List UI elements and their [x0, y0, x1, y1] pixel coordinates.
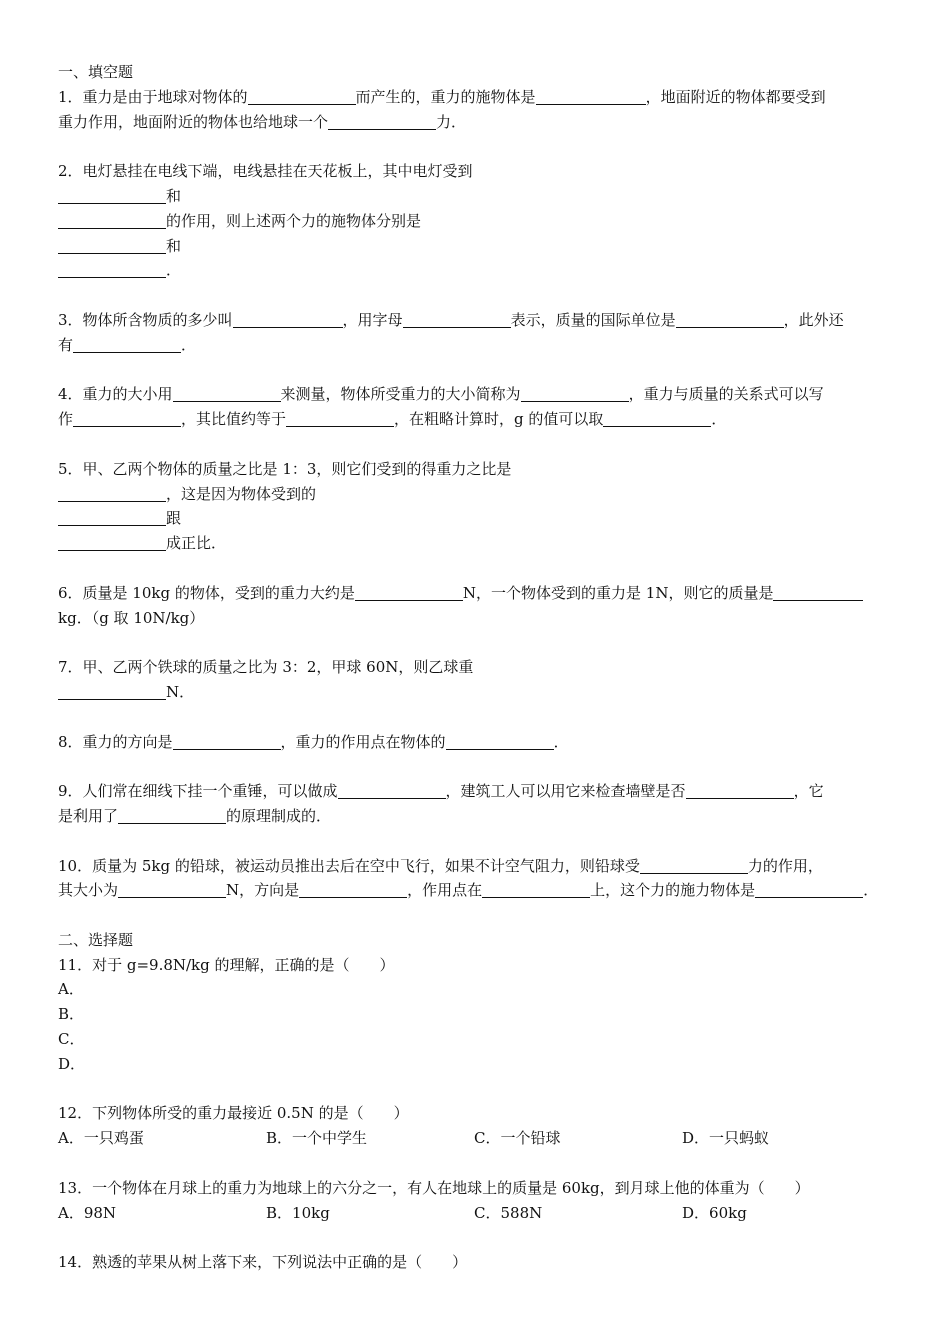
q5-text-c: 跟 — [166, 509, 182, 528]
q9-blank-3[interactable] — [118, 807, 226, 824]
question-13-stem: 13．一个物体在月球上的重力为地球上的六分之一，有人在地球上的质量是 60kg，到月球上他的体重为（ ） — [58, 1178, 810, 1197]
q5-blank-1[interactable] — [58, 485, 166, 502]
question-4-line-2 — [58, 407, 894, 432]
q9-text-a: 9．人们常在细线下挂一个重锤，可以做成 — [58, 782, 338, 801]
question-5-line-2 — [58, 482, 894, 507]
q12-options — [58, 1126, 894, 1151]
question-5-line-4 — [58, 531, 894, 556]
q3-text-a: 3．物体所含物质的多少叫 — [58, 310, 233, 329]
q4-blank-2[interactable] — [521, 385, 629, 402]
q7-blank-1[interactable] — [58, 683, 166, 700]
q2-blank-3[interactable] — [58, 237, 166, 254]
question-14-stem: 14．熟透的苹果从树上落下来，下列说法中正确的是（ ） — [58, 1253, 468, 1272]
q1-blank-1[interactable] — [248, 88, 356, 105]
question-7-line-2 — [58, 680, 894, 705]
q9-blank-1[interactable] — [338, 782, 446, 799]
q6-text-a: 6．质量是 10kg 的物体，受到的重力大约是 — [58, 583, 355, 602]
question-8-line-1 — [58, 730, 894, 755]
q4-blank-5[interactable] — [603, 410, 711, 427]
q4-text-e: ，其比值约等于 — [181, 410, 287, 429]
q11-option-a[interactable]: A． — [58, 980, 84, 999]
q12-option-d[interactable]: D．一只蚂蚁 — [682, 1129, 770, 1148]
q6-text-b: N，一个物体受到的重力是 1N，则它的质量是 — [462, 583, 774, 602]
q4-blank-1[interactable] — [173, 385, 281, 402]
q3-blank-2[interactable] — [403, 311, 511, 328]
q9-text-c: ，它 — [793, 782, 824, 801]
q13-option-a[interactable]: A．98N — [58, 1203, 117, 1222]
q10-text-d: N，方向是 — [226, 881, 300, 900]
question-1-line-2 — [58, 110, 894, 135]
q13-option-c[interactable]: C．588N — [474, 1203, 543, 1222]
question-7-line-1 — [58, 655, 894, 680]
question-5-line-1 — [58, 457, 894, 482]
q1-text-b: 而产生的，重力的施物体是 — [355, 87, 536, 106]
section-title-fill-blank: 一、填空题 — [58, 63, 134, 81]
q4-text-b: 来测量，物体所受重力的大小简称为 — [280, 385, 521, 404]
question-10-line-1 — [58, 854, 894, 879]
q3-text-f: ． — [181, 335, 197, 354]
q9-text-e: 的原理制成的． — [226, 806, 332, 825]
q10-text-f: 上，这个力的施力物体是 — [590, 881, 756, 900]
q5-text-b: ，这是因为物体受到的 — [166, 484, 317, 503]
q13-option-b[interactable]: B．10kg — [266, 1203, 330, 1222]
q5-text-d: 成正比． — [166, 534, 227, 553]
q10-blank-4[interactable] — [482, 881, 590, 898]
q9-blank-2[interactable] — [686, 782, 794, 799]
q5-blank-3[interactable] — [58, 534, 166, 551]
question-2-line-5 — [58, 258, 894, 283]
question-4-line-1 — [58, 382, 894, 407]
q10-text-a: 10．质量为 5kg 的铅球，被运动员推出去后在空中飞行，如果不计空气阻力，则铅球受 — [58, 856, 640, 875]
q3-text-c: 表示，质量的国际单位是 — [510, 310, 676, 329]
q1-text-c: ，地面附近的物体都要受到 — [645, 87, 826, 106]
q10-text-e: ，作用点在 — [407, 881, 483, 900]
q8-text-b: ，重力的作用点在物体的 — [280, 732, 446, 751]
q8-blank-1[interactable] — [173, 733, 281, 750]
question-10-line-2 — [58, 878, 894, 903]
q5-blank-2[interactable] — [58, 509, 166, 526]
q2-text-c: 的作用，则上述两个力的施物体分别是 — [166, 211, 422, 230]
q2-text-a: 2．电灯悬挂在电线下端，电线悬挂在天花板上，其中电灯受到 — [58, 162, 473, 181]
q10-blank-1[interactable] — [640, 857, 748, 874]
question-5-line-3 — [58, 506, 894, 531]
q2-blank-4[interactable] — [58, 261, 166, 278]
q1-blank-3[interactable] — [328, 113, 436, 130]
q2-text-b: 和 — [166, 186, 182, 205]
worksheet — [58, 60, 894, 1275]
q7-text-a: 7．甲、乙两个铁球的质量之比为 3：2，甲球 60N，则乙球重 — [58, 658, 474, 677]
q6-blank-1[interactable] — [355, 584, 463, 601]
question-2-line-2 — [58, 184, 894, 209]
q10-blank-3[interactable] — [299, 881, 407, 898]
q8-text-a: 8．重力的方向是 — [58, 732, 173, 751]
question-6-line-1 — [58, 581, 894, 606]
q3-blank-3[interactable] — [676, 311, 784, 328]
q12-option-c[interactable]: C．一个铅球 — [474, 1129, 561, 1148]
q6-text-c: kg．（g 取 10N/kg） — [58, 608, 205, 627]
q13-option-d[interactable]: D．60kg — [682, 1203, 747, 1222]
section-title-multiple-choice: 二、选择题 — [58, 930, 134, 949]
question-6-line-2 — [58, 606, 894, 631]
question-3-line-1 — [58, 308, 894, 333]
q3-text-d: ，此外还 — [783, 310, 844, 329]
question-1-line-1 — [58, 85, 894, 110]
q10-blank-5[interactable] — [755, 881, 863, 898]
q3-blank-1[interactable] — [233, 311, 343, 328]
q9-text-d: 是利用了 — [58, 806, 119, 825]
q2-blank-1[interactable] — [58, 187, 166, 204]
q1-text-e: 力． — [436, 112, 467, 131]
q4-text-f: ，在粗略计算时，g 的值可以取 — [394, 410, 604, 429]
question-2-line-4 — [58, 234, 894, 259]
question-9-line-1 — [58, 779, 894, 804]
q11-option-c[interactable]: C． — [58, 1030, 85, 1049]
q3-blank-4[interactable] — [73, 336, 181, 353]
q8-blank-2[interactable] — [446, 733, 554, 750]
q1-text-d: 重力作用，地面附近的物体也给地球一个 — [58, 112, 329, 131]
q4-blank-4[interactable] — [286, 410, 394, 427]
q6-blank-2[interactable] — [773, 584, 863, 601]
q1-blank-2[interactable] — [536, 88, 646, 105]
q13-options — [58, 1201, 894, 1226]
question-2-line-1 — [58, 159, 894, 184]
q8-text-c: ． — [553, 732, 569, 751]
q11-option-d[interactable]: D． — [58, 1054, 86, 1073]
question-9-line-2 — [58, 804, 894, 829]
q7-text-b: N． — [166, 682, 195, 701]
q12-option-a[interactable]: A．一只鸡蛋 — [58, 1129, 144, 1148]
q4-blank-3[interactable] — [73, 410, 181, 427]
question-12-stem: 12．下列物体所受的重力最接近 0.5N 的是（ ） — [58, 1104, 409, 1123]
q1-text-a: 1．重力是由于地球对物体的 — [58, 87, 248, 106]
q10-text-g: ． — [863, 881, 879, 900]
q2-text-e: ． — [166, 261, 182, 280]
q3-text-b: ，用字母 — [342, 310, 403, 329]
q5-text-a: 5．甲、乙两个物体的质量之比是 1：3，则它们受到的得重力之比是 — [58, 459, 512, 478]
q2-blank-2[interactable] — [58, 212, 166, 229]
q9-text-b: ，建筑工人可以用它来检查墙壁是否 — [445, 782, 686, 801]
q10-blank-2[interactable] — [118, 881, 226, 898]
q2-text-d: 和 — [166, 236, 182, 255]
question-11-stem: 11．对于 g=9.8N/kg 的理解，正确的是（ ） — [58, 955, 395, 974]
q4-text-d: 作 — [58, 410, 74, 429]
q10-text-c: 其大小为 — [58, 881, 119, 900]
q10-text-b: 力的作用， — [747, 856, 823, 875]
q11-option-b[interactable]: B． — [58, 1005, 85, 1024]
q4-text-c: ，重力与质量的关系式可以写 — [628, 385, 824, 404]
question-3-line-2 — [58, 333, 894, 358]
q4-text-a: 4．重力的大小用 — [58, 385, 173, 404]
q4-text-g: ． — [711, 410, 727, 429]
q3-text-e: 有 — [58, 335, 74, 354]
question-2-line-3 — [58, 209, 894, 234]
q12-option-b[interactable]: B．一个中学生 — [266, 1129, 368, 1148]
